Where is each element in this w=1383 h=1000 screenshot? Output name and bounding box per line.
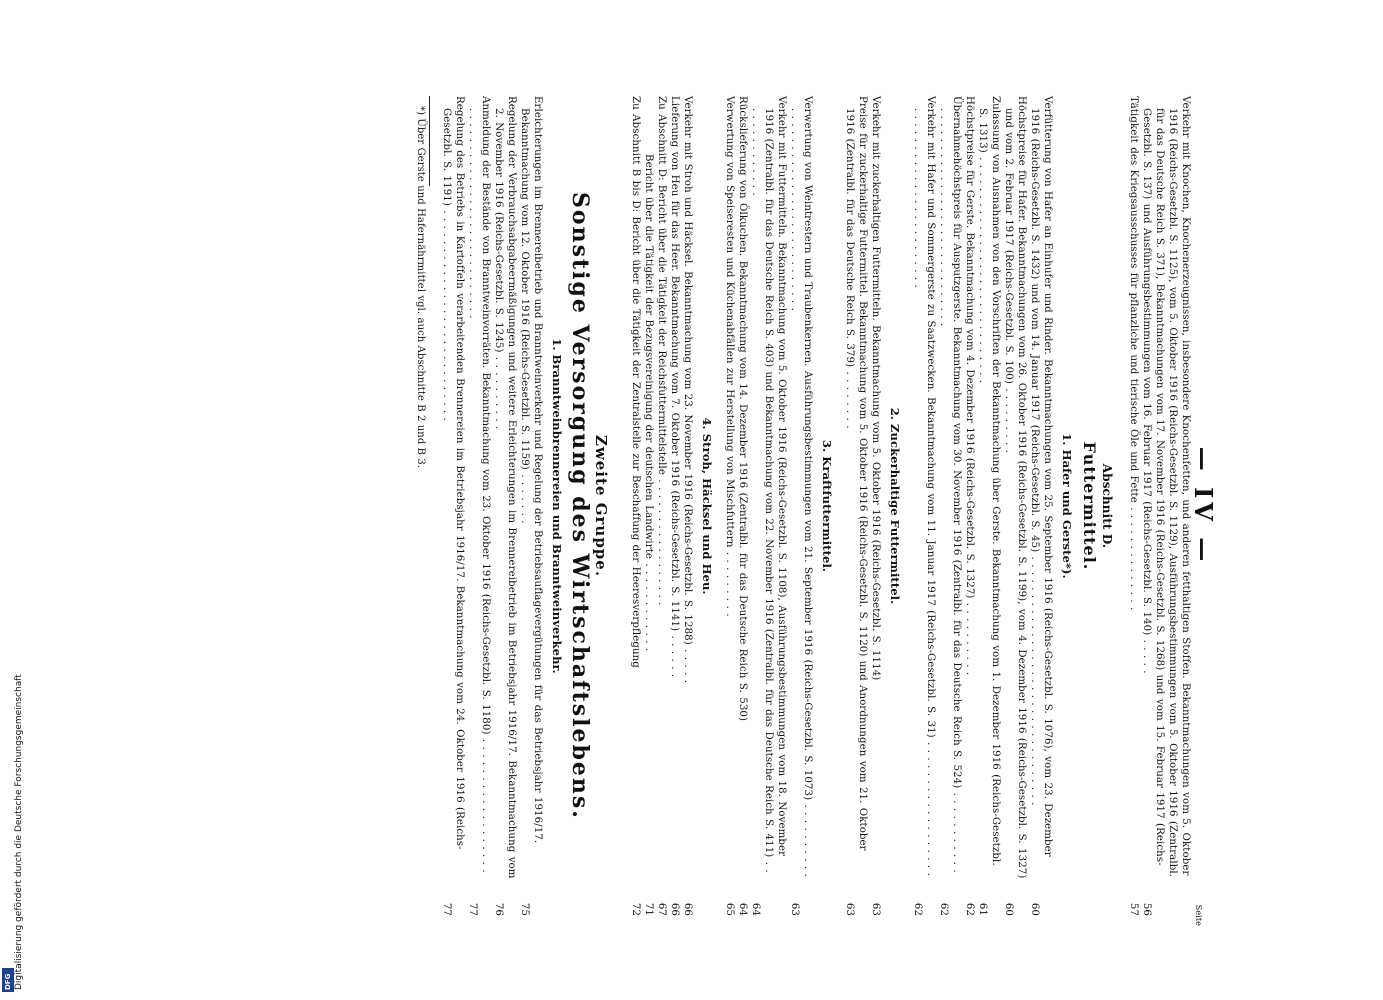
toc-entry: Regelung des Betriebs in Kartoffeln verarbeitenden Brennereien im Betriebsjahr 1916/17. Bekanntmachung vom 24. Oktober 1916 (Reichs-Gesetzbl. S. 1191) . . . . . . . . . . . . . . . . . . . . . . . . . . . . 77 — [441, 96, 465, 916]
abschnitt-title: Abschnitt D. — [1100, 463, 1114, 549]
subsection-zucker — [843, 96, 901, 916]
toc-entry: Verkehr mit Stroh und Häcksel. Bekanntmachung vom 23. November 1916 (Reichs-Gesetzbl. S. 1288) . . . . . 66 — [682, 96, 693, 916]
group-subtitle: Sonstige Versorgung des Wirtschaftslebens. — [567, 192, 593, 820]
subsection-stroh — [668, 96, 713, 916]
subsection-title: 1. Branntweinbrennereien und Branntweinverkehr. — [550, 338, 564, 674]
toc-entry: Verkehr mit Hafer und Sommergerste zu Saatzwecken. Bekanntmachung vom 11. Januar 1917 (Reichs-Gesetzbl. S. 31) . . . . . . . . . . . . . . . . . . . . . . . . . . . . . . . . . . . . . . . . . . 62 — [912, 96, 936, 916]
toc-entry: Höchstpreise für Hafer. Bekanntmachungen vom 26. Oktober 1916 (Reichs-Gesetzbl. S. 1199), vom 4. Dezember 1916 (Reichs-Gesetzbl. S. 1327) und vom 2. Februar 1917 (Reichs-Gesetzbl. S. 100) . . . . . . . . . 60 — [1003, 96, 1027, 916]
subsection-branntwein — [440, 96, 563, 916]
footnote-divider — [429, 96, 430, 186]
digitization-credit: Digitalisierung gefördert durch die Deutsche Forschungsgemeinschaft — [14, 674, 24, 990]
top-entries — [1127, 96, 1192, 916]
group-title: Zweite Gruppe. — [592, 434, 610, 578]
toc-entry: Verkehr mit zuckerhaltigen Futtermitteln. Bekanntmachung vom 5. Oktober 1916 (Reichs-Gesetzbl. S. 1114) 63 — [870, 96, 881, 916]
toc-entry: Preise für zuckerhaltige Futtermittel. Bekanntmachung vom 5. Oktober 1916 (Reichs-Gesetzbl. S. 1120) und Anordnungen vom 21. Oktober 1916 (Zentralbl. für das Deutsche Reich S. 379) . . . . . . . . 63 — [844, 96, 868, 916]
subsection-kraft — [723, 96, 833, 916]
toc-entry: Lieferung von Heu für das Heer. Bekanntmachung vom 7. Oktober 1916 (Reichs-Gesetzbl. S. 1141) . . . . . . 66 — [669, 96, 680, 916]
rotated-page — [150, 96, 1218, 926]
subsection-title: 2. Zuckerhaltige Futtermittel. — [888, 407, 902, 605]
toc-entry: Regelung der Verbrauchsabgabeermäßigungen und weitere Erleichterungen im Brennereibetrieb im Betriebsjahr 1916/17. Bekanntmachung vom 2. November 1916 (Reichs-Gesetzbl. S. 1245) . . . . . . . . . . 76 — [493, 96, 517, 916]
toc-entry: Zu Abschnitt B bis D: Bericht über die Tätigkeit der Zentralstelle zur Beschaffung der Heeresverpflegung 72 — [630, 96, 641, 916]
toc-entry: Verwertung von Weintrestern und Traubenkernen. Ausführungsbestimmungen vom 21. September 1916 (Reichs-Gesetzbl. S. 1073) . . . . . . . . . . . . . . . . . . . . . . . . . . . . . . . . . . . . . 63 — [789, 96, 813, 916]
toc-entry: Verkehr mit Futtermitteln. Bekanntmachung vom 5. Oktober 1916 (Reichs-Gesetzbl. S. 1108), Ausführungsbestimmungen vom 18. November 1916 (Zentralbl. für das Deutsche Reich S. 403) und Bekanntmachung vom 22. November 1916 (Zentralbl. für das Deutsche Reich S. 411) . . . . . . . . . . . . . . 64 — [750, 96, 787, 916]
subsection-title: 1. Hafer und Gerste*). — [1060, 433, 1074, 579]
abschnitt-subtitle: Futtermittel. — [1080, 441, 1099, 571]
toc-entry: Verwertung von Speiseresten und Küchenabfällen zur Herstellung von Mischfuttern . . . . . . . . . 65 — [724, 96, 735, 916]
toc-entry: Zulassung von Ausnahmen von den Vorschriften der Bekanntmachung über Gerste. Bekanntmachung vom 1. Dezember 1916 (Reichs-Gesetzbl. S. 1313) . . . . . . . . . . . . . . . . . . . . . . . . . . . . . . 61 — [977, 96, 1001, 916]
closing-entries — [629, 96, 668, 916]
dfg-logo: DFG — [2, 968, 14, 992]
subsection-title: 3. Kraftfuttermittel. — [820, 439, 834, 573]
subsection-title: 4. Stroh, Häcksel und Heu. — [700, 417, 714, 595]
footnote: *) Über Gerste und Hafernährmittel vgl. auch Abschnitte B 2 und B 3. — [415, 106, 426, 469]
page-number: — IV — — [1189, 446, 1218, 566]
seite-label: Seite — [1194, 904, 1203, 926]
toc-entry: Verkehr mit Knochen, Knochenerzeugnissen, insbesondere Knochenfetten, und anderen fetthaltigen Stoffen. Bekanntmachungen vom 5. Oktober 1916 (Reichs-Gesetzbl. S. 1125), vom 5. Oktober 1916 (Reichs-Gesetzbl. S. 1129), Ausführungsbestimmungen vom 5. Oktober 1916 (Zentralbl. für das Deutsche Reich S. 371), Bekanntmachungen vom 17. November 1916 (Reichs-Gesetzbl. S. 1268) und vom 15. Februar 1917 (Reichs-Gesetzbl. S. 137) und Ausführungsbestimmungen vom 16. Februar 1917 (Reichs-Gesetzbl. S. 140) . . . . . 56 — [1141, 96, 1191, 916]
toc-entry: Höchstpreise für Gerste. Bekanntmachung vom 4. Dezember 1916 (Reichs-Gesetzbl. S. 1327) . . . . . . . . . . 62 — [964, 96, 975, 916]
toc-entry: Verfütterung von Hafer an Einhufer und Rinder. Bekanntmachungen vom 25. September 1916 (Reichs-Gesetzbl. S. 1076), vom 23. Dezember 1916 (Reichs-Gesetzbl. S. 1432) und vom 14. Januar 1917 (Reichs-Gesetzbl. S. 45) . . . . . . . . . . . . . . . . . . . . . . . . . . . . . . . . . 60 — [1029, 96, 1053, 916]
toc-entry: Übernahmehöchstpreis für Ausputzgerste. Bekanntmachung vom 30. November 1916 (Zentralbl. für das Deutsche Reich S. 524) . . . . . . . . . . . . . . . . . . . . . . . . . . . . . . . . . . . . . . . . 62 — [938, 96, 962, 916]
toc-entry: Tätigkeit des Kriegsausschusses für pflanzliche und tierische Öle und Fette . . . . . . . . . . . . . . 57 — [1128, 96, 1139, 916]
toc-entry: Bericht über die Tätigkeit der Bezugsvereinigung der deutschen Landwirte . . . . . . . . . . . . 71 — [643, 154, 654, 916]
subsection-hafer — [911, 96, 1073, 916]
toc-entry: Zu Abschnitt D: Bericht über die Tätigkeit der Reichsfuttermittelstelle . . . . . . . . . . . . . . . . . 67 — [656, 96, 667, 916]
toc-entry: Anmeldung der Bestände von Branntweinvorräten. Bekanntmachung vom 23. Oktober 1916 (Reichs-Gesetzbl. S. 1180) . . . . . . . . . . . . . . . . . . . . . . . . . . . . . . . . . . . . . . . . . . . . . . 77 — [467, 96, 491, 916]
toc-entry: Erleichterungen im Brennereibetrieb und Branntweinverkehr und Regelung der Betriebsauflagevergütungen für das Betriebsjahr 1916/17. Bekanntmachung vom 12. Oktober 1916 (Reichs-Gesetzbl. S. 1159) . . . . . . . 75 — [519, 96, 543, 916]
toc-entry: Rückslieferung von Ölkuchen. Bekanntmachung vom 14. Dezember 1916 (Zentralbl. für das Deutsche Reich S. 530) 64 — [737, 96, 748, 916]
